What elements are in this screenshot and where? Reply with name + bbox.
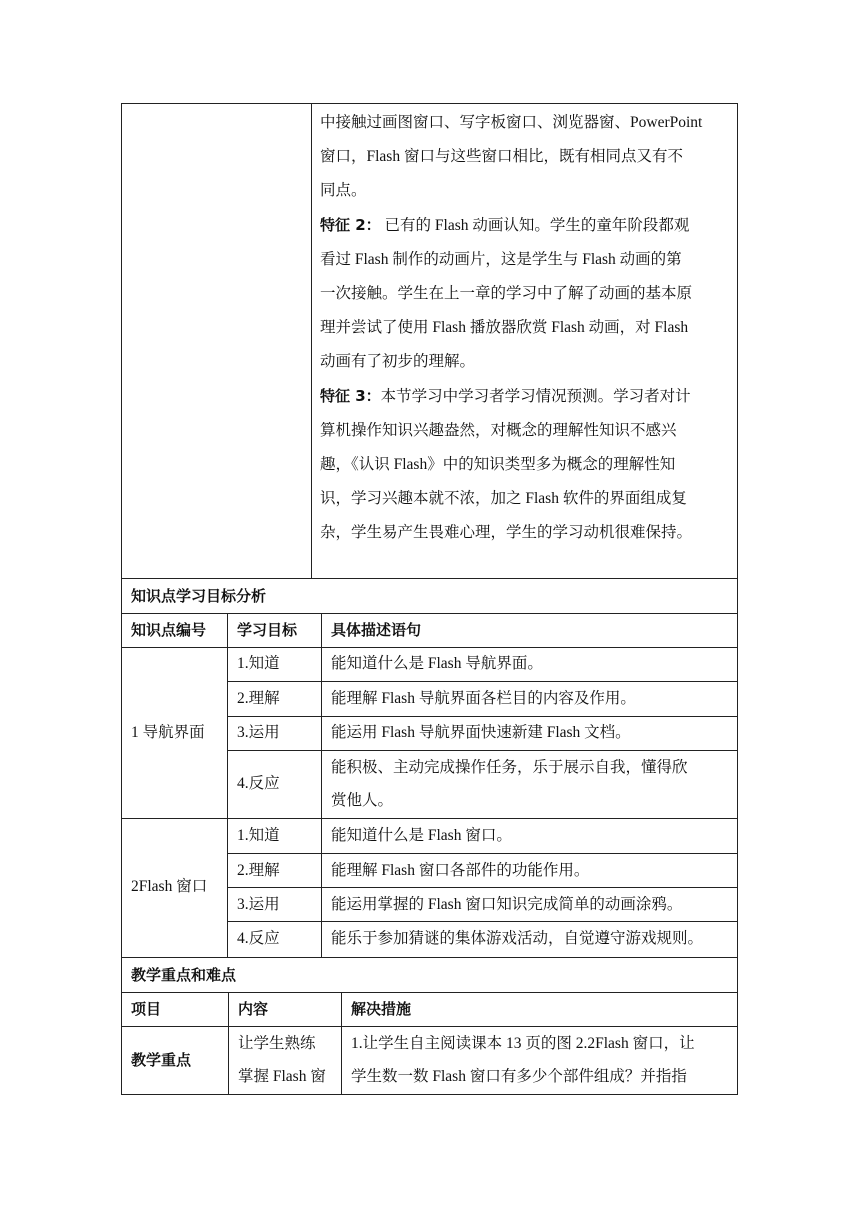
- feature-3-line-3: 趣，《认识 Flash》中的知识类型多为概念的理解性知: [320, 456, 676, 473]
- header-item: 项目: [131, 1000, 162, 1018]
- feature-3-line-5: 杂，学生易产生畏难心理，学生的学习动机很难保持。: [320, 524, 693, 541]
- feature-2-label: 特征 2：: [320, 216, 381, 234]
- desc-cell: 能乐于参加猜谜的集体游戏活动，自觉遵守游戏规则。: [331, 930, 704, 947]
- header-description: 具体描述语句: [331, 621, 422, 639]
- goal-cell: 3.运用: [237, 896, 280, 913]
- goal-cell: 4.反应: [237, 930, 280, 947]
- keypoint-measure-line: 1.让学生自主阅读课本 13 页的图 2.2Flash 窗口，让: [351, 1035, 695, 1052]
- goal-cell: 2.理解: [237, 862, 280, 879]
- feature-2-line-5: 动画有了初步的理解。: [320, 353, 476, 370]
- feature-3-label: 特征 3：: [320, 387, 381, 405]
- group-name-navigation: 1 导航界面: [131, 724, 205, 741]
- intro-line-3: 同点。: [320, 182, 367, 199]
- goal-cell: 1.知道: [237, 655, 280, 672]
- feature-2-line-1: 已有的 Flash 动画认知。学生的童年阶段都观: [380, 217, 690, 234]
- header-knowledge-id: 知识点编号: [131, 621, 207, 639]
- learner-features: [320, 106, 732, 550]
- header-measures: 解决措施: [351, 1000, 412, 1018]
- header-learning-goal: 学习目标: [237, 621, 298, 639]
- goal-cell: 3.运用: [237, 724, 280, 741]
- desc-cell: 能知道什么是 Flash 窗口。: [331, 827, 512, 844]
- desc-cell: 能理解 Flash 窗口各部件的功能作用。: [331, 862, 590, 879]
- feature-3-line-1: 本节学习中学习者学习情况预测。学习者对计: [380, 388, 691, 405]
- keypoints-section-title: 教学重点和难点: [131, 966, 237, 984]
- keypoint-item: 教学重点: [131, 1051, 192, 1069]
- group-name-flash-window: 2Flash 窗口: [131, 878, 208, 895]
- feature-2-line-3: 一次接触。学生在上一章的学习中了解了动画的基本原: [320, 285, 693, 302]
- keypoint-measure-line: 学生数一数 Flash 窗口有多少个部件组成？并指指: [351, 1068, 687, 1085]
- keypoint-content-line: 让学生熟练: [238, 1035, 316, 1052]
- desc-cell: 能积极、主动完成操作任务，乐于展示自我，懂得欣: [331, 759, 688, 776]
- keypoint-content-line: 掌握 Flash 窗: [238, 1068, 326, 1085]
- desc-cell: 能运用 Flash 导航界面快速新建 Flash 文档。: [331, 724, 631, 741]
- feature-3-line-4: 识，学习兴趣本就不浓，加之 Flash 软件的界面组成复: [320, 490, 687, 507]
- objectives-section-title: 知识点学习目标分析: [131, 587, 267, 605]
- intro-line-1: 中接触过画图窗口、写字板窗口、浏览器窗、PowerPoint: [320, 114, 703, 131]
- feature-2: [320, 208, 732, 243]
- header-content: 内容: [238, 1000, 269, 1018]
- feature-2-line-2: 看过 Flash 制作的动画片，这是学生与 Flash 动画的第: [320, 251, 682, 268]
- goal-cell: 1.知道: [237, 827, 280, 844]
- desc-cell: 能运用掌握的 Flash 窗口知识完成简单的动画涂鸦。: [331, 896, 683, 913]
- feature-2-line-4: 理并尝试了使用 Flash 播放器欣赏 Flash 动画，对 Flash: [320, 319, 689, 336]
- desc-cell: 能理解 Flash 导航界面各栏目的内容及作用。: [331, 690, 636, 707]
- desc-cell: 赏他人。: [331, 792, 394, 809]
- goal-cell: 4.反应: [237, 775, 280, 792]
- intro-line-2: 窗口，Flash 窗口与这些窗口相比，既有相同点又有不: [320, 148, 683, 165]
- feature-3: [320, 379, 732, 414]
- goal-cell: 2.理解: [237, 690, 280, 707]
- desc-cell: 能知道什么是 Flash 导航界面。: [331, 655, 543, 672]
- feature-3-line-2: 算机操作知识兴趣盎然，对概念的理解性知识不感兴: [320, 422, 677, 439]
